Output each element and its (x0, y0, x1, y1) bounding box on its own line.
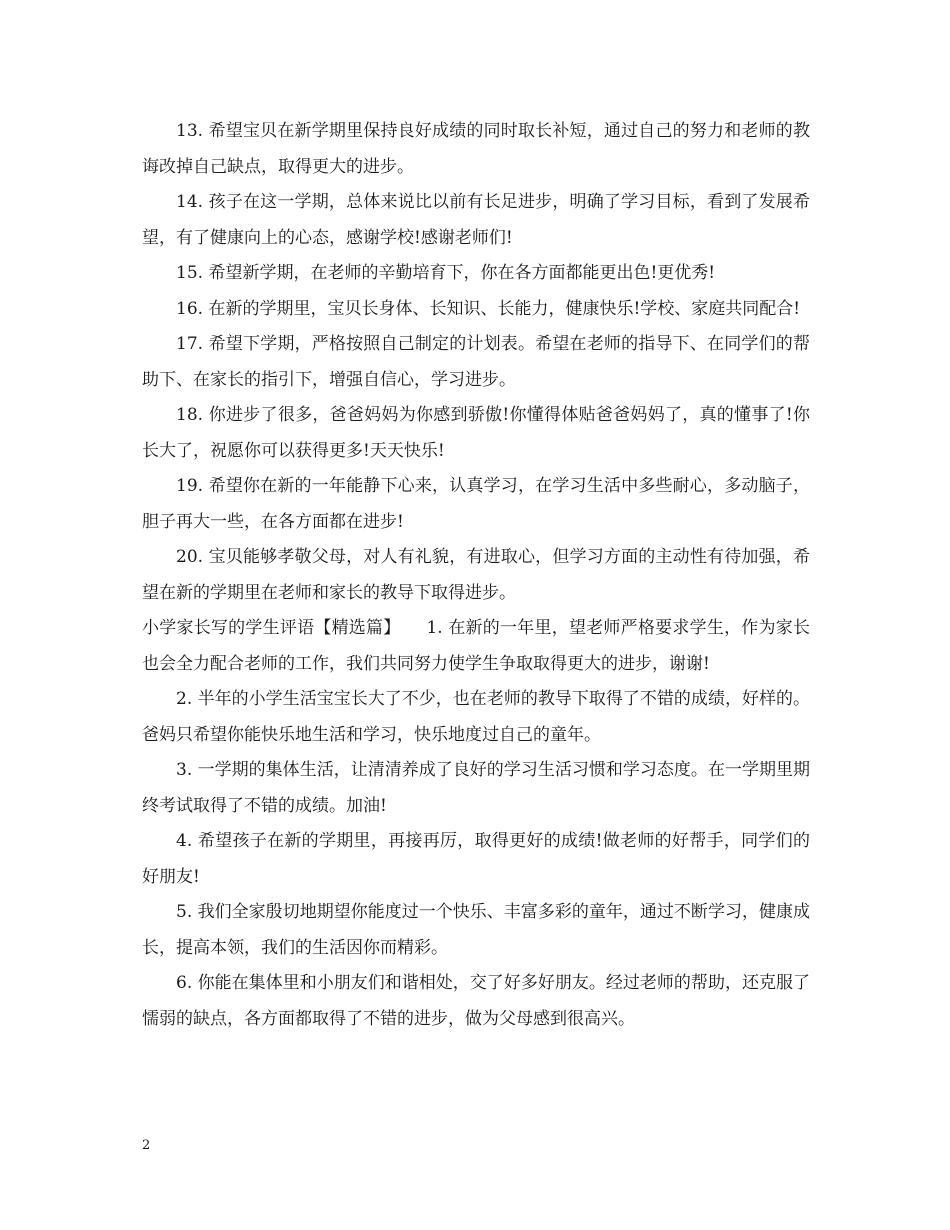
document-body (142, 114, 810, 1037)
paragraph-5: 5. 我们全家殷切地期望你能度过一个快乐、丰富多彩的童年，通过不断学习，健康成长，提高本领，我们的生活因你而精彩。 (142, 902, 810, 958)
paragraph-14: 14. 孩子在这一学期，总体来说比以前有长足进步，明确了学习目标，看到了发展希望，有了健康向上的心态，感谢学校!感谢老师们! (142, 192, 810, 248)
paragraph-6: 6. 你能在集体里和小朋友们和谐相处，交了好多好朋友。经过老师的帮助，还克服了懦弱的缺点，各方面都取得了不错的进步，做为父母感到很高兴。 (142, 973, 810, 1029)
paragraph-3: 3. 一学期的集体生活，让清清养成了良好的学习生活习惯和学习态度。在一学期里期终考试取得了不错的成绩。加油! (142, 760, 810, 816)
paragraph-15: 15. 希望新学期，在老师的辛勤培育下，你在各方面都能更出色!更优秀! (176, 263, 716, 283)
paragraph-18: 18. 你进步了很多，爸爸妈妈为你感到骄傲!你懂得体贴爸爸妈妈了，真的懂事了!你长大了，祝愿你可以获得更多!天天快乐! (142, 405, 810, 461)
paragraph-4: 4. 希望孩子在新的学期里，再接再厉，取得更好的成绩!做老师的好帮手，同学们的好朋友! (142, 831, 810, 887)
paragraph-20: 20. 宝贝能够孝敬父母，对人有礼貌，有进取心，但学习方面的主动性有待加强，希望在新的学期里在老师和家长的教导下取得进步。 (142, 547, 810, 603)
paragraph-19: 19. 希望你在新的一年能静下心来，认真学习，在学习生活中多些耐心，多动脑子，胆子再大一些，在各方面都在进步! (142, 476, 810, 532)
paragraph-2: 2. 半年的小学生活宝宝长大了不少，也在老师的教导下取得了不错的成绩，好样的。爸妈只希望你能快乐地生活和学习，快乐地度过自己的童年。 (142, 689, 810, 745)
paragraph-17: 17. 希望下学期，严格按照自己制定的计划表。希望在老师的指导下、在同学们的帮助下、在家长的指引下，增强自信心，学习进步。 (142, 334, 810, 390)
section-heading-paragraph: 小学家长写的学生评语【精选篇】 1. 在新的一年里，望老师严格要求学生，作为家长也会全力配合老师的工作，我们共同努力使学生争取取得更大的进步，谢谢! (142, 618, 810, 674)
paragraph-16: 16. 在新的学期里，宝贝长身体、长知识、长能力，健康快乐!学校、家庭共同配合! (176, 298, 801, 319)
paragraph-13: 13. 希望宝贝在新学期里保持良好成绩的同时取长补短，通过自己的努力和老师的教诲改掉自己缺点，取得更大的进步。 (142, 121, 810, 177)
page-number: 2 (142, 1138, 151, 1153)
